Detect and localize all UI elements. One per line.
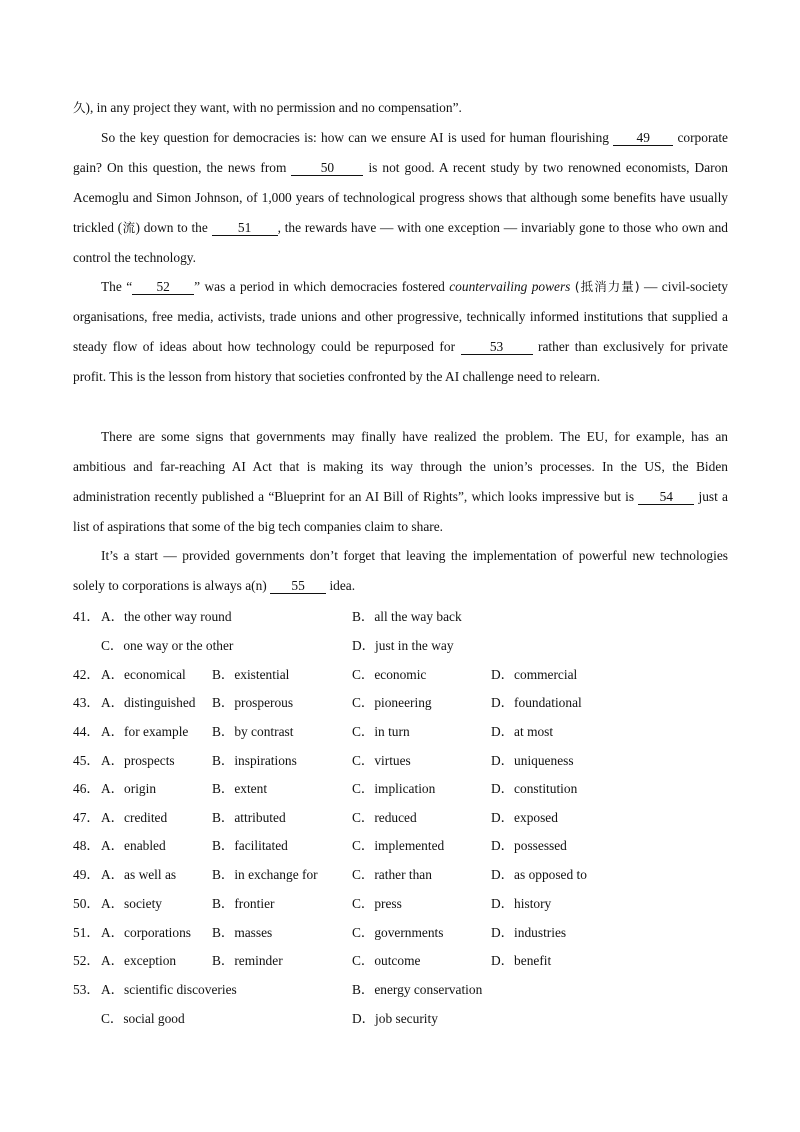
option-d: D．history (491, 896, 552, 911)
option-a: A．the other way round (101, 609, 232, 624)
question-45: 45． A．prospects B．inspirations C．virtues D．uniqueness (73, 750, 753, 772)
option-d: D．uniqueness (491, 753, 574, 768)
option-d: D．constitution (491, 781, 578, 796)
option-b: B．prosperous (212, 695, 294, 710)
option-b: B．extent (212, 781, 268, 796)
option-c: C．economic (352, 667, 427, 682)
option-c: C．pioneering (352, 695, 432, 710)
question-43: 43． A．distinguished B．prosperous C．pioneering D．foundational (73, 692, 753, 714)
option-d: D．at most (491, 724, 554, 739)
passage-paragraph-1: So the key question for democracies is: how can we ensure AI is used for human flourishing 49 corporate gain? On this question, the news from 50 is not good. A recent study by two renowned economists, Daron Acemoglu and Simon Johnson, of 1,000 years of technological progress shows that although some benefits have usually trickled (流) down to the 51 , the rewards have — with one exception — invariably gone to those who own and control the technology. (73, 130, 729, 265)
option-b: B．all the way back (352, 609, 462, 624)
question-41-row-2 (73, 635, 753, 657)
blank-50: 50 (291, 160, 363, 176)
option-a: A．origin (101, 781, 157, 796)
blank-51: 51 (212, 220, 278, 236)
italic-term: countervailing powers (449, 279, 571, 294)
option-a: A．scientific discoveries (101, 982, 237, 997)
option-c: C．press (352, 896, 402, 911)
question-53-row-2 (73, 1008, 753, 1030)
option-d: D．as opposed to (491, 867, 587, 882)
blank-52: 52 (132, 279, 194, 295)
blank-49: 49 (613, 130, 673, 146)
option-c: C．virtues (352, 753, 411, 768)
passage-paragraph-2: The “ 52 ” was a period in which democracies fostered countervailing powers (抵消力量) — civil-society organisations, free media, activists, trade unions and other progressive, technically informed institutions that supplied a steady flow of ideas about how technology could be repurposed for 53 rather than exclusively for private profit. This is the lesson from history that societies confronted by the AI challenge need to relearn. (73, 279, 728, 384)
question-50: 50． A．society B．frontier C．press D．history (73, 893, 753, 915)
option-c: C．social good (101, 1011, 185, 1026)
option-d: D．possessed (491, 838, 567, 853)
option-b: B．in exchange for (212, 867, 318, 882)
option-d: D．commercial (491, 667, 578, 682)
blank-53: 53 (461, 339, 533, 355)
option-d: D．job security (352, 1011, 438, 1026)
option-c: C．rather than (352, 867, 432, 882)
option-a: A．corporations (101, 925, 191, 940)
option-b: B．frontier (212, 896, 275, 911)
option-b: B．reminder (212, 953, 283, 968)
option-a: A．enabled (101, 838, 166, 853)
question-51: 51． A．corporations B．masses C．governments D．industries (73, 922, 753, 944)
option-c: C．implication (352, 781, 436, 796)
question-44: 44． A．for example B．by contrast C．in turn D．at most (73, 721, 753, 743)
option-b: B．energy conservation (352, 982, 483, 997)
option-a: A．for example (101, 724, 189, 739)
option-b: B．by contrast (212, 724, 294, 739)
question-46: 46． A．origin B．extent C．implication D．constitution (73, 778, 753, 800)
option-a: A．distinguished (101, 695, 196, 710)
option-d: D．foundational (491, 695, 582, 710)
blank-54: 54 (638, 489, 694, 505)
option-c: C．outcome (352, 953, 421, 968)
option-d: D．just in the way (352, 638, 454, 653)
blank-55: 55 (270, 578, 326, 594)
option-c: C．implemented (352, 838, 445, 853)
passage-paragraph-0: 久), in any project they want, with no permission and no compensation”. (73, 100, 462, 115)
option-c: C．governments (352, 925, 444, 940)
option-b: B．inspirations (212, 753, 297, 768)
option-d: D．benefit (491, 953, 552, 968)
question-53: 53． A．scientific discoveries B．energy conservation (73, 979, 753, 1001)
option-a: A．prospects (101, 753, 175, 768)
passage-paragraph-4: It’s a start — provided governments don’t forget that leaving the implementation of powerful new technologies solely to corporations is always a(n) 55 idea. (73, 548, 728, 593)
question-52: 52． A．exception B．reminder C．outcome D．benefit (73, 950, 753, 972)
option-d: D．industries (491, 925, 567, 940)
option-d: D．exposed (491, 810, 558, 825)
question-49: 49． A．as well as B．in exchange for C．rather than D．as opposed to (73, 864, 753, 886)
option-a: A．economical (101, 667, 186, 682)
option-a: A．society (101, 896, 162, 911)
option-c: C．reduced (352, 810, 417, 825)
option-a: A．exception (101, 953, 177, 968)
passage-paragraph-3: There are some signs that governments may finally have realized the problem. The EU, for example, has an ambitious and far-reaching AI Act that is making its way through the union’s processes. In the US, the Biden administration recently published a “Blueprint for an AI Bill of Rights”, which looks impressive but is 54 just a list of aspirations that some of the big tech companies claim to share. (73, 429, 728, 534)
option-c: C．in turn (352, 724, 410, 739)
option-a: A．as well as (101, 867, 177, 882)
option-b: B．masses (212, 925, 273, 940)
option-c: C．one way or the other (101, 638, 234, 653)
question-42: 42． A．economical B．existential C．economic D．commercial (73, 664, 753, 686)
option-b: B．attributed (212, 810, 286, 825)
option-a: A．credited (101, 810, 168, 825)
option-b: B．existential (212, 667, 290, 682)
question-47: 47． A．credited B．attributed C．reduced D．exposed (73, 807, 753, 829)
question-48: 48． A．enabled B．facilitated C．implemented D．possessed (73, 835, 753, 857)
option-b: B．facilitated (212, 838, 288, 853)
question-41: 41． A．the other way round B．all the way back (73, 606, 753, 628)
